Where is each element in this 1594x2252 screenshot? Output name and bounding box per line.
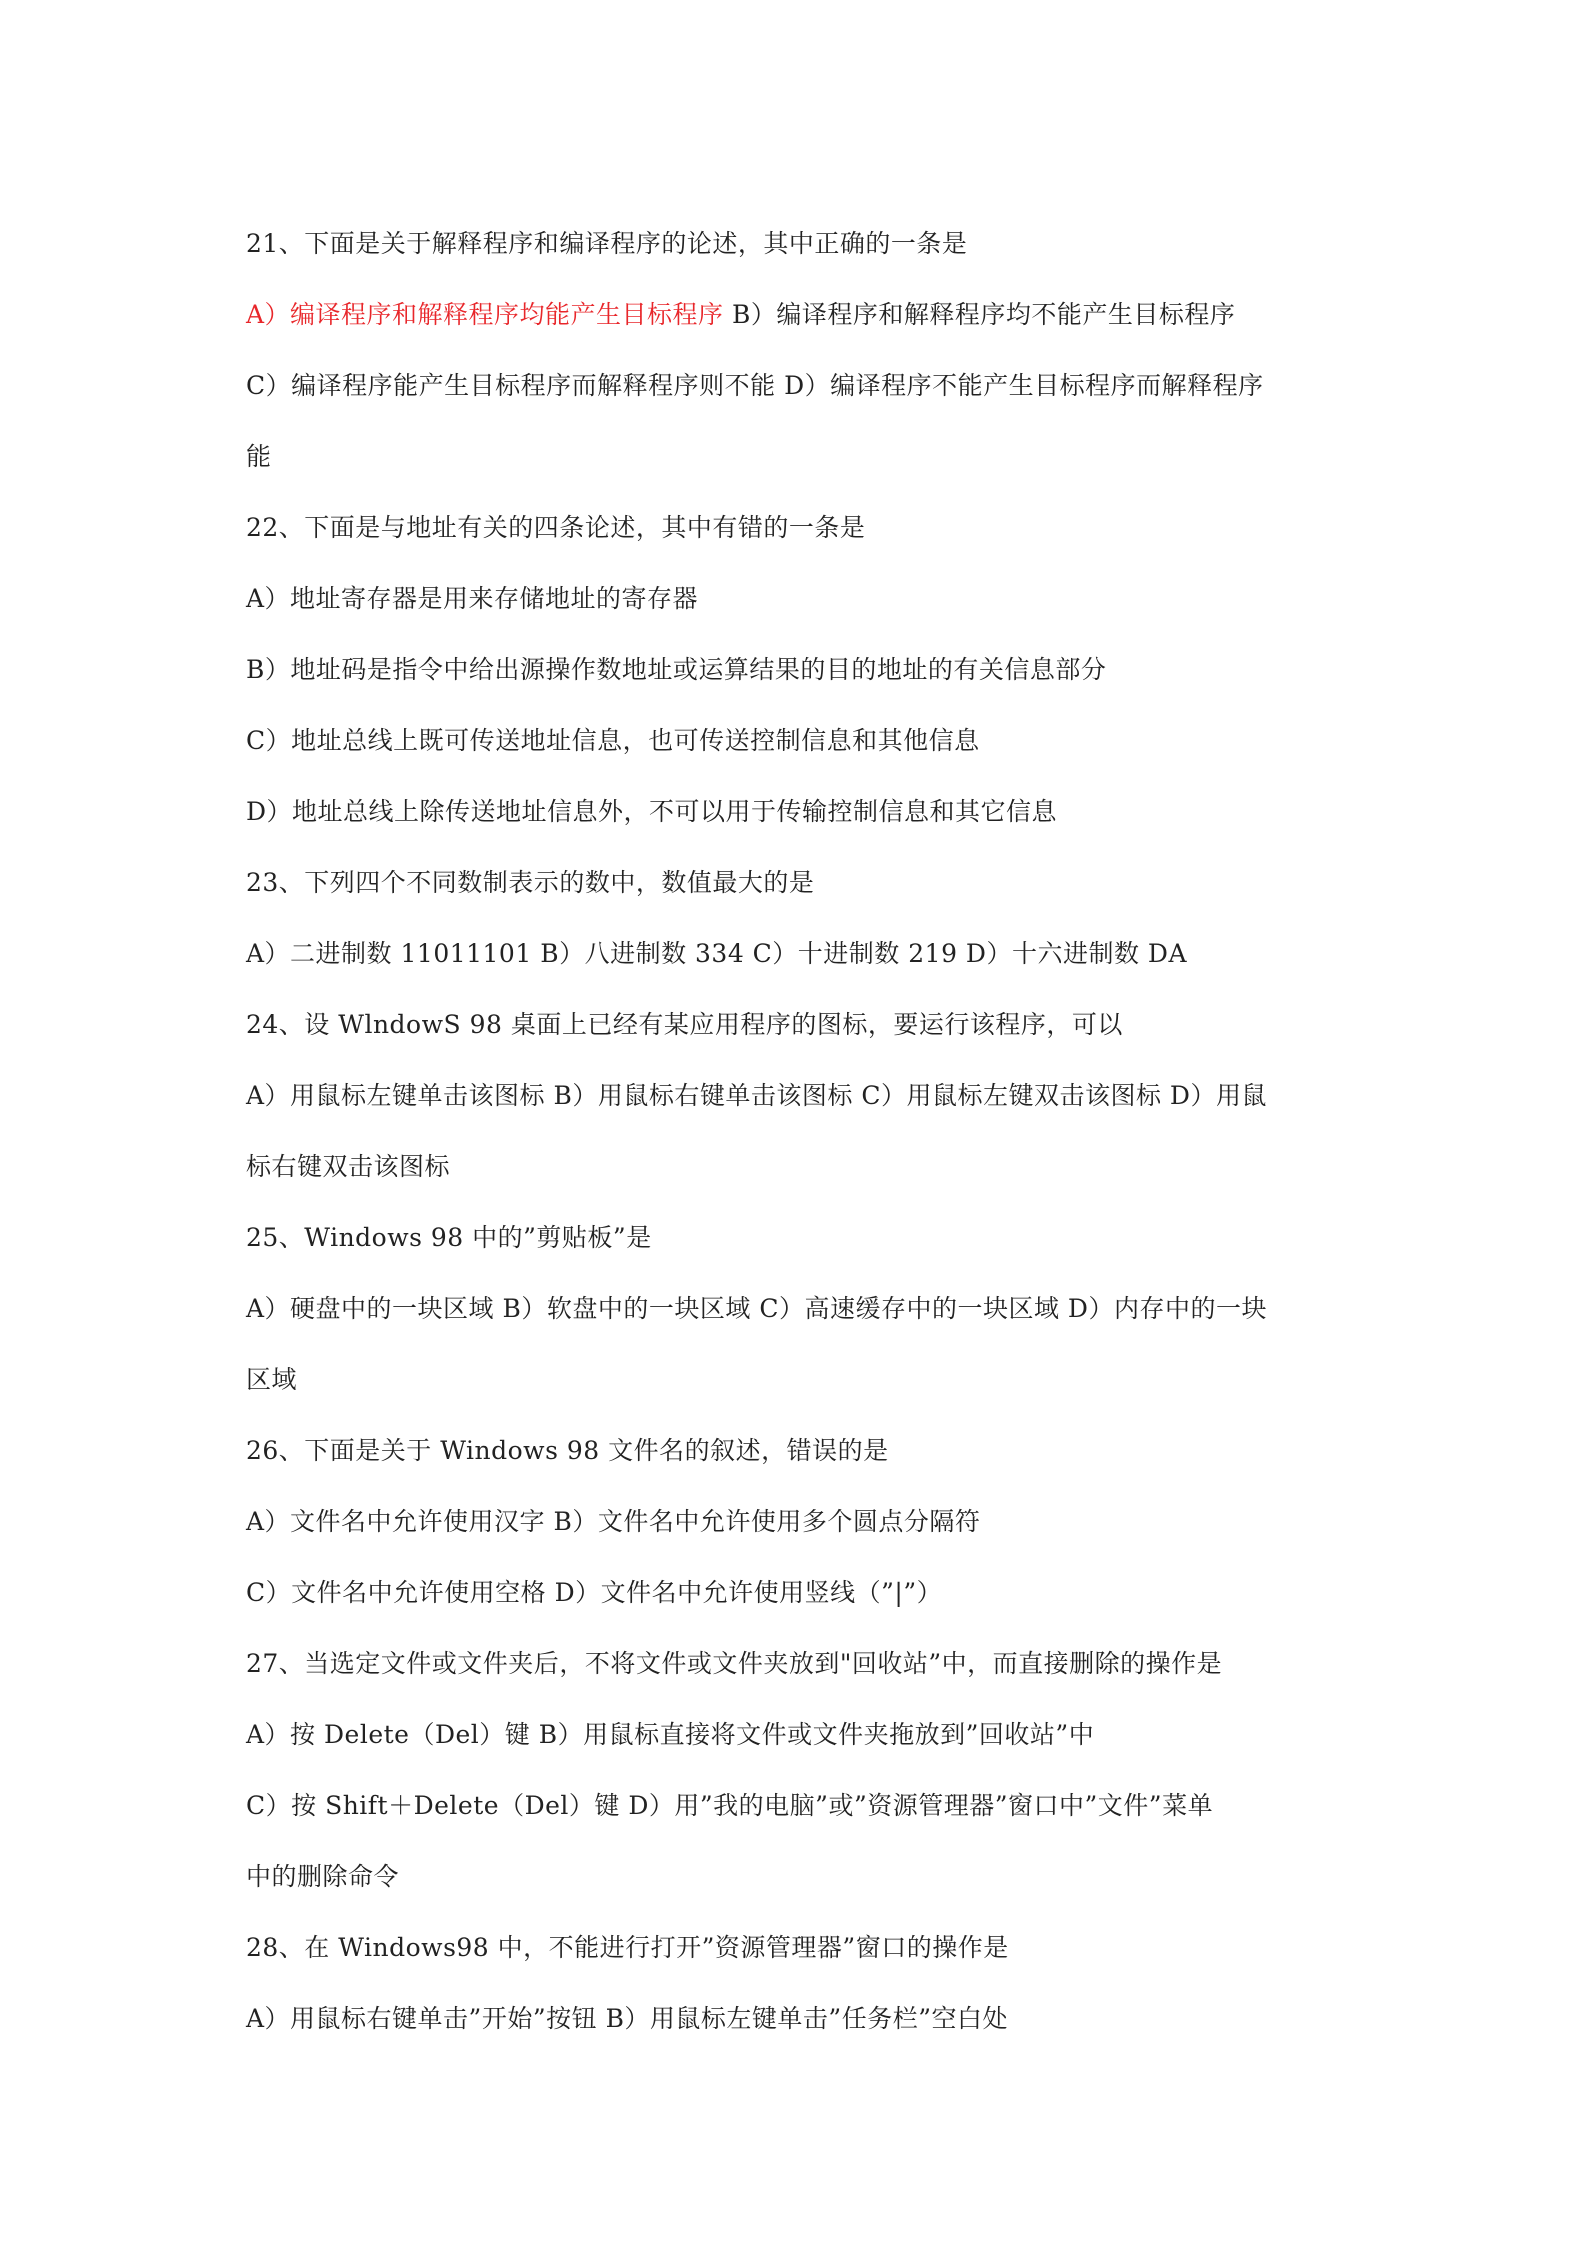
text-line bbox=[246, 1415, 1366, 1486]
line-text: B）编译程序和解释程序均不能产生目标程序 bbox=[723, 300, 1236, 329]
line-text: 标右键双击该图标 bbox=[246, 1152, 451, 1181]
text-line bbox=[246, 208, 1366, 279]
correct-answer-text: A）编译程序和解释程序均能产生目标程序 bbox=[246, 300, 724, 329]
text-line bbox=[246, 279, 1366, 350]
line-text: 27、当选定文件或文件夹后，不将文件或文件夹放到"回收站”中，而直接删除的操作是 bbox=[246, 1649, 1223, 1678]
text-line bbox=[246, 989, 1366, 1060]
text-line bbox=[246, 634, 1366, 705]
line-text: C）地址总线上既可传送地址信息，也可传送控制信息和其他信息 bbox=[246, 726, 980, 755]
text-line bbox=[246, 1841, 1366, 1912]
line-text: 区域 bbox=[246, 1365, 298, 1394]
line-text: 中的删除命令 bbox=[246, 1862, 400, 1891]
line-text: A）用鼠标左键单击该图标 B）用鼠标右键单击该图标 C）用鼠标左键双击该图标 D）用鼠 bbox=[246, 1081, 1267, 1110]
line-text: C）文件名中允许使用空格 D）文件名中允许使用竖线（”|”） bbox=[246, 1578, 943, 1607]
line-text: D）地址总线上除传送地址信息外，不可以用于传输控制信息和其它信息 bbox=[246, 797, 1058, 826]
text-line bbox=[246, 1486, 1366, 1557]
line-text: 21、下面是关于解释程序和编译程序的论述，其中正确的一条是 bbox=[246, 229, 968, 258]
text-line bbox=[246, 1912, 1366, 1983]
text-line bbox=[246, 421, 1366, 492]
text-line bbox=[246, 847, 1366, 918]
text-line bbox=[246, 1273, 1366, 1344]
text-line bbox=[246, 1983, 1366, 2054]
line-text: A）用鼠标右键单击”开始”按钮 B）用鼠标左键单击”任务栏”空白处 bbox=[246, 2004, 1008, 2033]
line-text: 23、下列四个不同数制表示的数中，数值最大的是 bbox=[246, 868, 815, 897]
text-line bbox=[246, 1628, 1366, 1699]
text-line bbox=[246, 705, 1366, 776]
line-text: B）地址码是指令中给出源操作数地址或运算结果的目的地址的有关信息部分 bbox=[246, 655, 1107, 684]
text-line bbox=[246, 350, 1366, 421]
text-line bbox=[246, 1770, 1366, 1841]
line-text: 25、Windows 98 中的”剪贴板”是 bbox=[246, 1223, 652, 1252]
text-line bbox=[246, 1202, 1366, 1273]
text-line bbox=[246, 1344, 1366, 1415]
line-text: C）编译程序能产生目标程序而解释程序则不能 D）编译程序不能产生目标程序而解释程序 bbox=[246, 371, 1264, 400]
line-text: A）文件名中允许使用汉字 B）文件名中允许使用多个圆点分隔符 bbox=[246, 1507, 981, 1536]
line-text: 能 bbox=[246, 442, 272, 471]
line-text: A）地址寄存器是用来存储地址的寄存器 bbox=[246, 584, 699, 613]
text-line bbox=[246, 492, 1366, 563]
line-text: A）按 Delete（Del）键 B）用鼠标直接将文件或文件夹拖放到”回收站”中 bbox=[246, 1720, 1095, 1749]
line-text: C）按 Shift＋Delete（Del）键 D）用”我的电脑”或”资源管理器”窗口中”文件”菜单 bbox=[246, 1791, 1214, 1820]
text-line bbox=[246, 563, 1366, 634]
line-text: A）二进制数 11011101 B）八进制数 334 C）十进制数 219 D）十六进制数 DA bbox=[246, 939, 1188, 968]
line-text: 28、在 Windows98 中，不能进行打开”资源管理器”窗口的操作是 bbox=[246, 1933, 1009, 1962]
text-line bbox=[246, 1699, 1366, 1770]
text-line bbox=[246, 1131, 1366, 1202]
document-body bbox=[246, 208, 1366, 2054]
line-text: 26、下面是关于 Windows 98 文件名的叙述，错误的是 bbox=[246, 1436, 889, 1465]
text-line bbox=[246, 918, 1366, 989]
text-line bbox=[246, 776, 1366, 847]
line-text: 24、设 WlndowS 98 桌面上已经有某应用程序的图标，要运行该程序，可以 bbox=[246, 1010, 1123, 1039]
line-text: A）硬盘中的一块区域 B）软盘中的一块区域 C）高速缓存中的一块区域 D）内存中的一块 bbox=[246, 1294, 1267, 1323]
line-text: 22、下面是与地址有关的四条论述，其中有错的一条是 bbox=[246, 513, 866, 542]
text-line bbox=[246, 1060, 1366, 1131]
text-line bbox=[246, 1557, 1366, 1628]
